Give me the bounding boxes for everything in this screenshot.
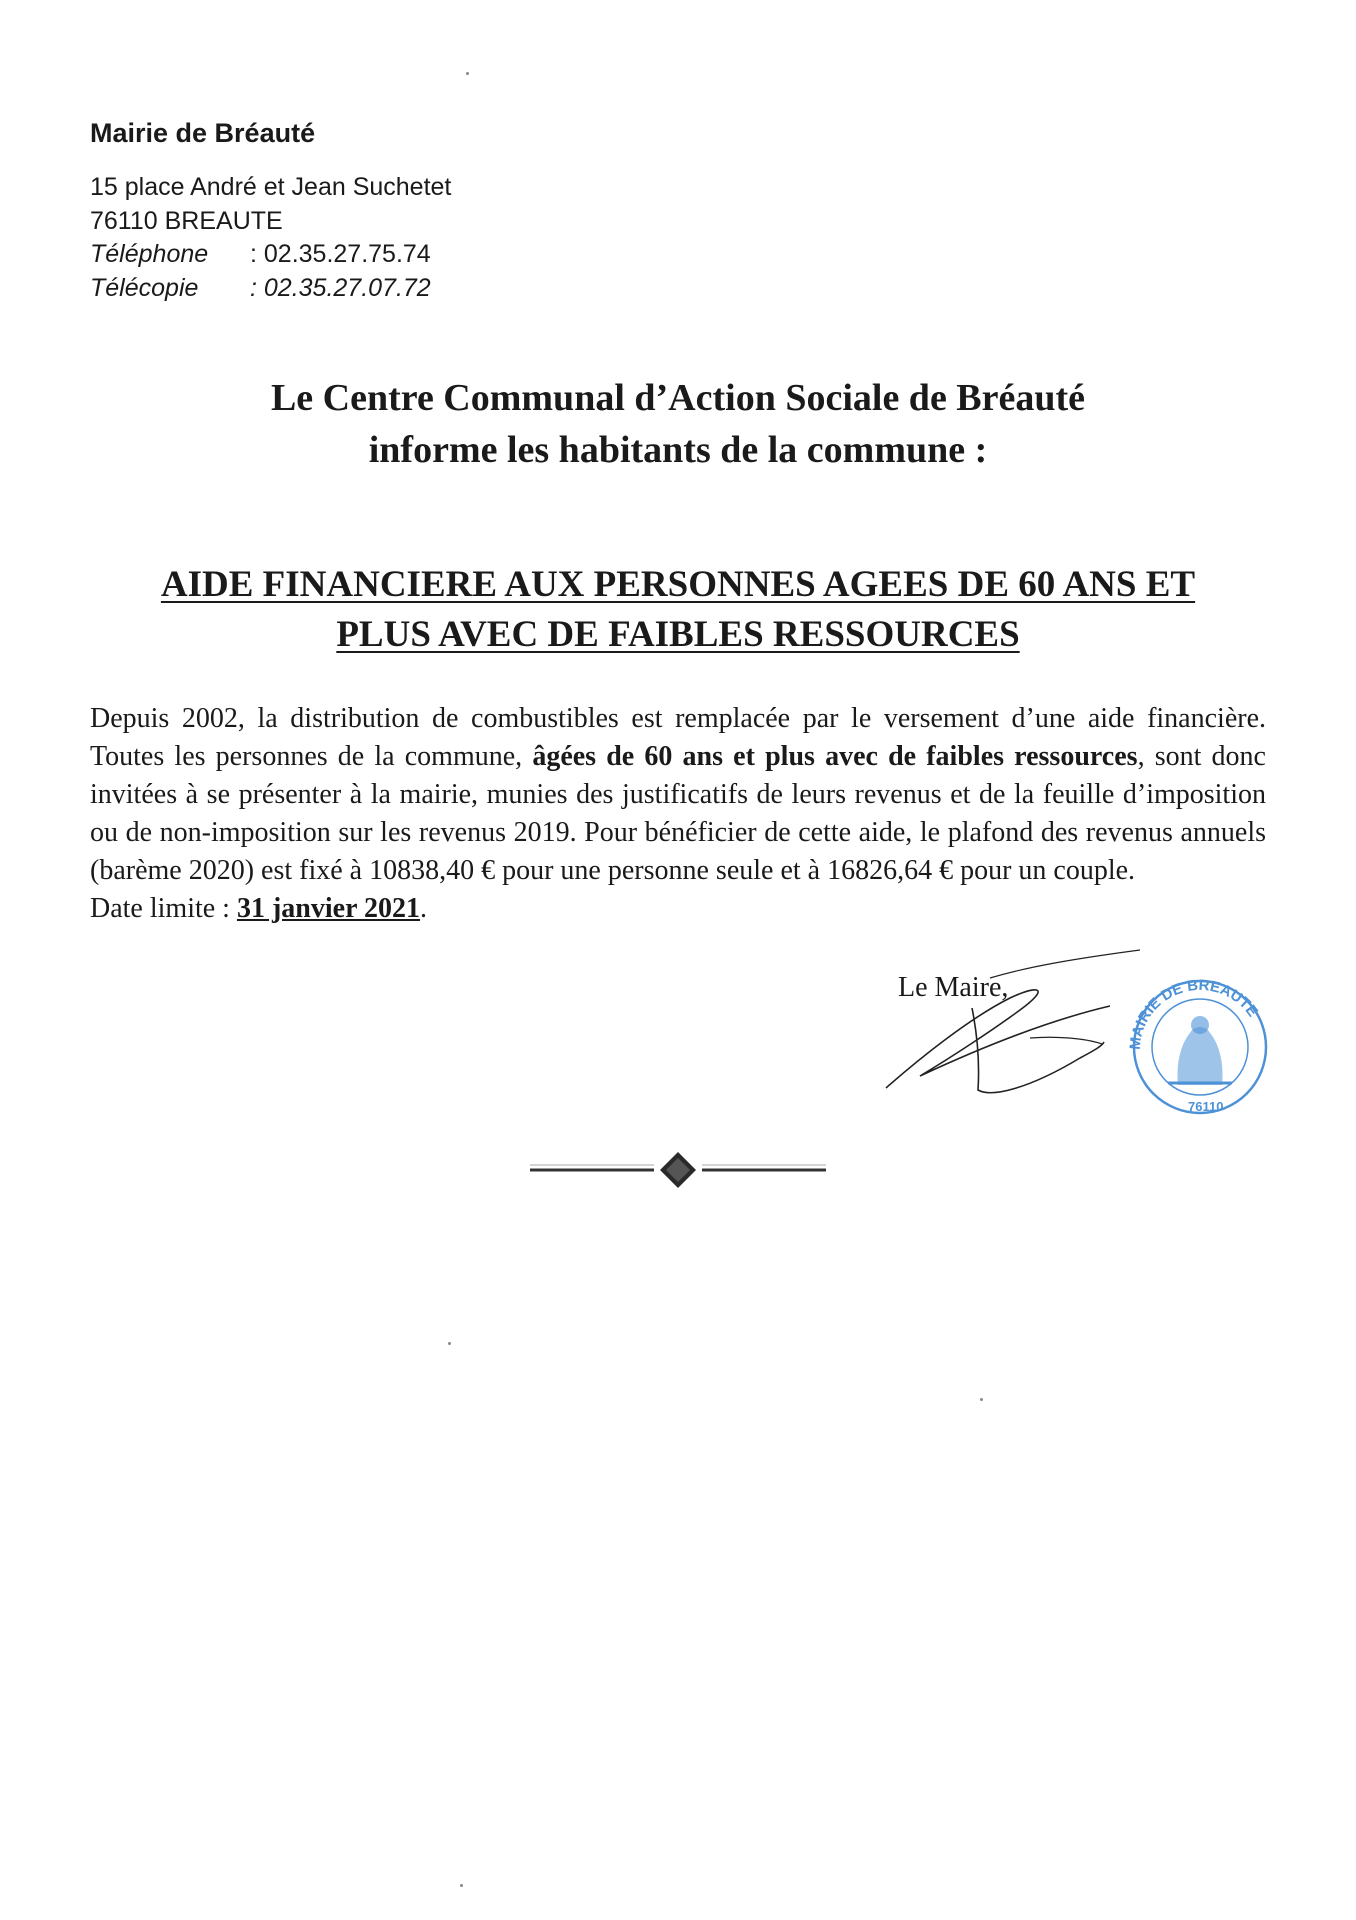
fax-value: : 02.35.27.07.72: [250, 274, 431, 302]
announcement-line-2: informe les habitants de la commune :: [368, 429, 988, 471]
signer-label: Le Maire,: [898, 972, 1009, 1003]
address-line-2: 76110 BREAUTE: [90, 207, 283, 235]
body-part-1: Depuis 2002, la distribution de combustibles est remplacée par le versement d’une aide financière. Toutes les personnes de la commune,: [90, 703, 1266, 772]
deadline-date: 31 janvier 2021: [236, 893, 420, 924]
announcement: [90, 372, 1266, 476]
deadline-end: .: [420, 893, 427, 924]
subject-line-2: PLUS AVEC DE FAIBLES RESSOURCES: [336, 614, 1020, 655]
subject-line-1: AIDE FINANCIERE AUX PERSONNES AGEES DE 60 ANS ET: [160, 564, 1196, 605]
scan-speck: [980, 1398, 983, 1401]
scan-speck: [466, 72, 469, 75]
subject-heading: [70, 560, 1286, 660]
body-part-2: , sont donc invitées à se présenter à la mairie, munies des justificatifs de leurs revenus et de la feuille d’imposition ou de non-imposition sur les revenus 2019. Pour bénéficier de cette aide, le plafond des revenus annuels (barème 2020) est fixé à 10838,40 € pour une personne seule et à 16826,64 € pour un couple.: [90, 741, 1266, 886]
stamp-postcode: 76110: [1188, 1099, 1224, 1114]
org-name: Mairie de Bréauté: [90, 118, 316, 148]
phone-label: Téléphone: [90, 240, 209, 268]
announcement-line-1: Le Centre Communal d’Action Sociale de Bréauté: [270, 377, 1086, 419]
phone-row: [90, 240, 431, 269]
scan-speck: [460, 1884, 463, 1887]
divider-ornament: [530, 1150, 826, 1190]
address-line-1: 15 place André et Jean Suchetet: [90, 173, 452, 201]
body-emphasis: âgées de 60 ans et plus avec de faibles ressources: [532, 741, 1138, 772]
town-stamp: [1118, 955, 1278, 1125]
phone-value: : 02.35.27.75.74: [250, 240, 431, 268]
fax-label: Télécopie: [90, 274, 199, 302]
deadline-label: Date limite :: [90, 893, 237, 924]
body-paragraph: [90, 700, 1266, 928]
scan-speck: [448, 1342, 451, 1345]
stamp-text: MAIRIE DE BREAUTE: [1126, 976, 1262, 1051]
fax-row: [90, 274, 431, 303]
mayor-signature: [880, 948, 1140, 1098]
